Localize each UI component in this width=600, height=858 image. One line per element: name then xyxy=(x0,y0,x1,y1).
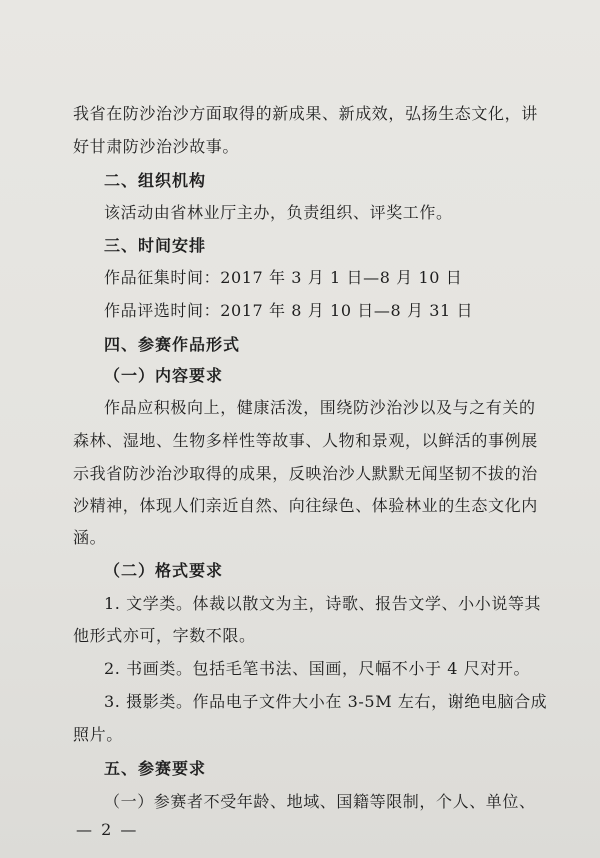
paragraph-line: 1. 文学类。体裁以散文为主，诗歌、报告文学、小小说等其 xyxy=(104,594,542,613)
subsection-content-requirements: （一）内容要求 xyxy=(104,366,224,385)
paragraph-line: 3. 摄影类。作品电子文件大小在 3-5M 左右，谢绝电脑合成 xyxy=(104,692,548,711)
paragraph-line: 照片。 xyxy=(73,725,123,744)
section-heading-3: 三、时间安排 xyxy=(104,236,207,255)
selection-time: 作品评选时间：2017 年 8 月 10 日—8 月 31 日 xyxy=(104,301,474,320)
page-number: — 2 — xyxy=(76,820,139,839)
paragraph-line: 好甘肃防沙治沙故事。 xyxy=(73,137,240,156)
section-heading-4: 四、参赛作品形式 xyxy=(104,335,241,354)
paragraph-line: 作品应积极向上，健康活泼，围绕防沙治沙以及与之有关的 xyxy=(104,398,536,417)
paragraph-line: 该活动由省林业厅主办，负责组织、评奖工作。 xyxy=(104,203,453,222)
paragraph-line: 涵。 xyxy=(73,528,107,547)
paragraph-line: 示我省防沙治沙取得的成果，反映治沙人默默无闻坚韧不拔的治 xyxy=(73,464,538,483)
section-heading-2: 二、组织机构 xyxy=(104,171,207,190)
paragraph-line: 他形式亦可，字数不限。 xyxy=(73,626,256,645)
collection-time: 作品征集时间：2017 年 3 月 1 日—8 月 10 日 xyxy=(104,268,463,287)
subsection-format-requirements: （二）格式要求 xyxy=(104,561,224,580)
paragraph-line: 我省在防沙治沙方面取得的新成果、新成效，弘扬生态文化，讲 xyxy=(73,104,538,123)
section-heading-5: 五、参赛要求 xyxy=(104,759,207,778)
paragraph-line: （一）参赛者不受年龄、地域、国籍等限制，个人、单位、 xyxy=(104,792,536,811)
paragraph-line: 2. 书画类。包括毛笔书法、国画，尺幅不小于 4 尺对开。 xyxy=(104,659,531,678)
paragraph-line: 森林、湿地、生物多样性等故事、人物和景观，以鲜活的事例展 xyxy=(73,431,538,450)
paragraph-line: 沙精神，体现人们亲近自然、向往绿色、体验林业的生态文化内 xyxy=(73,496,538,515)
